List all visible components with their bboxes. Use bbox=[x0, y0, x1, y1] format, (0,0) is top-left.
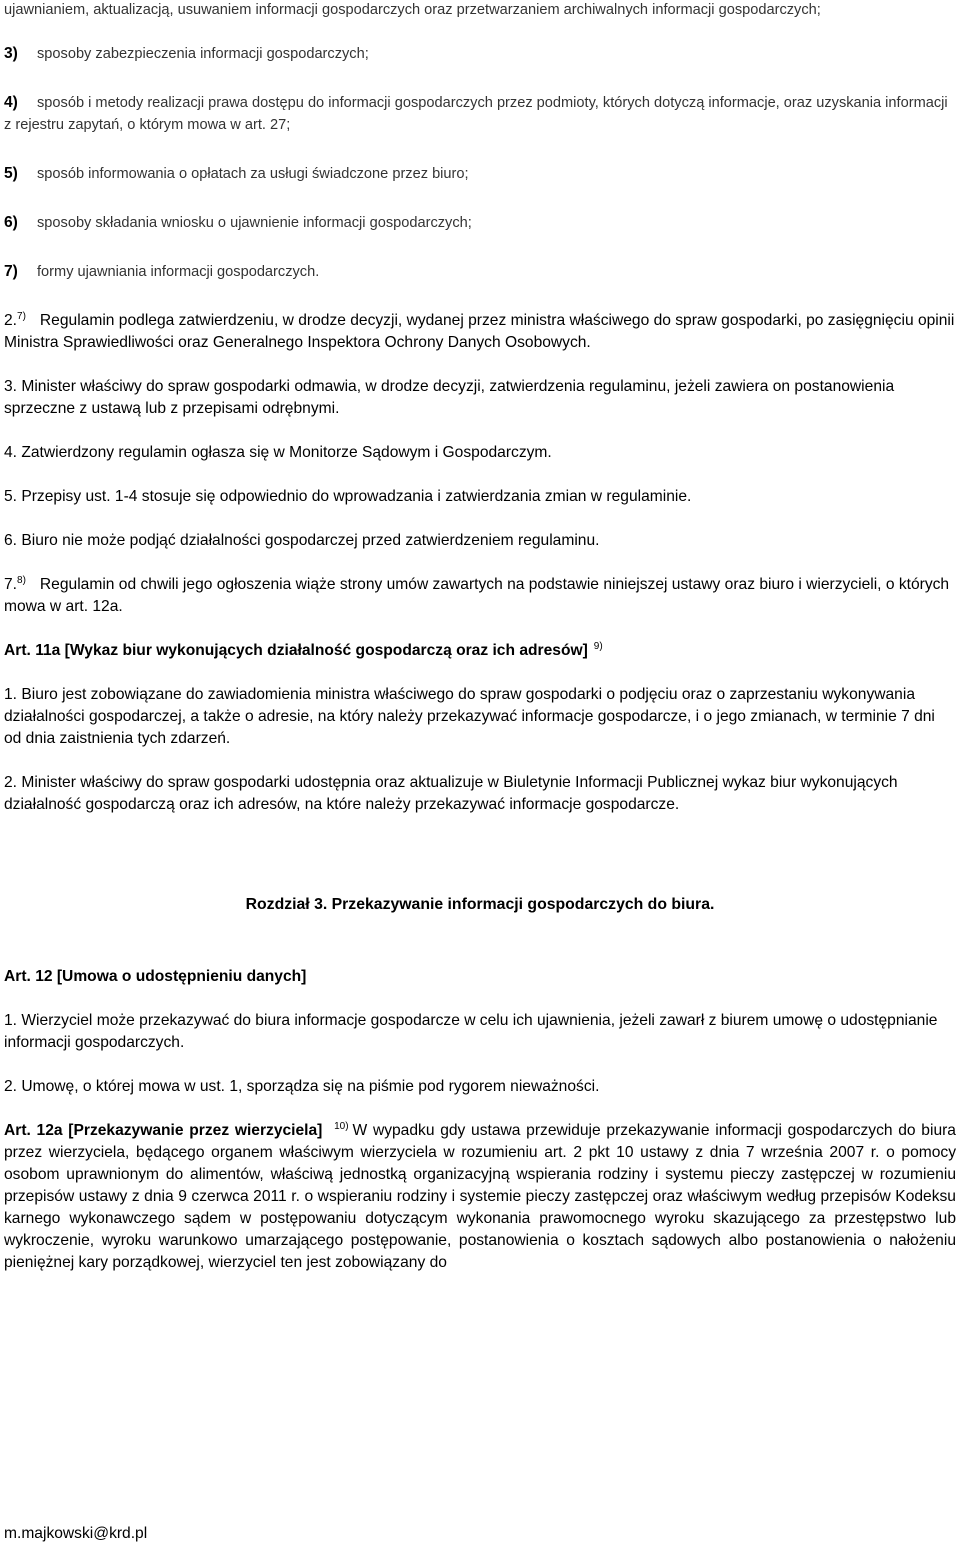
list-item-text: sposób i metody realizacji prawa dostępu do informacji gospodarczych przez podmioty, których dotyczą informacje, oraz uzyskania informacji z rejestru zapytań, o którym mowa w art. 27; bbox=[4, 95, 948, 133]
list-item-continuation: ujawnianiem, aktualizacją, usuwaniem informacji gospodarczych oraz przetwarzaniem archiwalnych informacji gospodarczych; bbox=[4, 2, 821, 18]
list-item-text: sposoby zabezpieczenia informacji gospodarczych; bbox=[37, 46, 369, 62]
paragraph-4: 4. Zatwierdzony regulamin ogłasza się w Monitorze Sądowym i Gospodarczym. bbox=[4, 444, 552, 461]
list-item-number: 5) bbox=[4, 165, 18, 182]
list-item-text: formy ujawniania informacji gospodarczych. bbox=[37, 264, 320, 280]
footer-email: m.majkowski@krd.pl bbox=[4, 1525, 148, 1542]
article-11a-paragraph-1: 1. Biuro jest zobowiązane do zawiadomienia ministra właściwego do spraw gospodarki o podjęciu oraz o zaprzestaniu wykonywania działalności gospodarczej, a także o adresie, na który należy przekazywać informacje gospodarcze, i o jego zmianach, w terminie 7 dni od dnia zaistnienia tych zdarzeń. bbox=[4, 686, 935, 747]
list-item-text: sposoby składania wniosku o ujawnienie informacji gospodarczych; bbox=[37, 215, 472, 231]
paragraph-6: 6. Biuro nie może podjąć działalności gospodarczej przed zatwierdzeniem regulaminu. bbox=[4, 532, 600, 549]
footnote-ref: 10) bbox=[334, 1121, 349, 1132]
footnote-ref: 9) bbox=[593, 641, 603, 652]
list-item-number: 4) bbox=[4, 94, 18, 111]
article-11a-paragraph-2: 2. Minister właściwy do spraw gospodarki udostępnia oraz aktualizuje w Biuletynie Informacji Publicznej wykaz biur wykonujących działalność gospodarczą oraz ich adresów, na które należy przekazywać informacje gospodarcze. bbox=[4, 774, 898, 813]
article-12a-heading: Art. 12a [Przekazywanie przez wierzyciela] bbox=[4, 1122, 323, 1139]
article-12-paragraph-2: 2. Umowę, o której mowa w ust. 1, sporządza się na piśmie pod rygorem nieważności. bbox=[4, 1078, 600, 1095]
list-item-7 bbox=[4, 261, 956, 283]
list-item-6 bbox=[4, 212, 956, 234]
article-12a-text: W wypadku gdy ustawa przewiduje przekazywanie informacji gospodarczych do biura przez wierzyciela, będącego organem właściwym wierzyciela w rozumieniu art. 2 pkt 10 ustawy z dnia 7 września 2007 r. o pomocy osobom uprawnionym do alimentów, właściwą jednostką organizacyjną wspierania rodziny i systemu pieczy zastępczej w rozumieniu przepisów ustawy z dnia 9 czerwca 2011 r. o wspieraniu rodziny i systemie pieczy zastępczej oraz właściwym według przepisów Kodeksu karnego wykonawczego sądem w postępowaniu dotyczącym wykonania prawomocnego wyroku skazującego za przestępstwo lub wykroczenie, wyroku warunkowo umarzającego postępowanie, postanowienia o kosztach sądowych albo postanowienia o nałożeniu pieniężnej kary porządkowej, wierzyciel ten jest zobowiązany do bbox=[4, 1122, 956, 1271]
list-item-3 bbox=[4, 43, 956, 65]
list-item-5 bbox=[4, 163, 956, 185]
list-item-number: 7) bbox=[4, 263, 18, 280]
list-item-number: 6) bbox=[4, 214, 18, 231]
article-12-heading: Art. 12 [Umowa o udostępnieniu danych] bbox=[4, 968, 307, 985]
footnote-ref: 7) bbox=[17, 311, 26, 322]
list-item-text: sposób informowania o opłatach za usługi świadczone przez biuro; bbox=[37, 166, 469, 182]
paragraph-5: 5. Przepisy ust. 1-4 stosuje się odpowiednio do wprowadzania i zatwierdzania zmian w regulaminie. bbox=[4, 488, 692, 505]
article-11a-heading: Art. 11a [Wykaz biur wykonujących działalność gospodarczą oraz ich adresów] $^{9)}$ bbox=[4, 641, 603, 659]
article-12a bbox=[4, 1120, 956, 1274]
list-item-number: 3) bbox=[4, 45, 18, 62]
paragraph-3: 3. Minister właściwy do spraw gospodarki odmawia, w drodze decyzji, zatwierdzenia regulaminu, jeżeli zawiera on postanowienia sprzeczne z ustawą lub z przepisami odrębnymi. bbox=[4, 378, 895, 417]
list-item-4 bbox=[4, 92, 956, 136]
article-12-paragraph-1: 1. Wierzyciel może przekazywać do biura informacje gospodarcze w celu ich ujawnienia, jeżeli zawarł z biurem umowę o udostępnianie informacji gospodarczych. bbox=[4, 1012, 938, 1051]
paragraph-7: 7.$^{8)}$ Regulamin od chwili jego ogłoszenia wiąże strony umów zawartych na podstawie niniejszej ustawy oraz biuro i wierzycieli, o których mowa w art. 12a. bbox=[4, 575, 950, 615]
document-page bbox=[4, 0, 956, 1274]
footnote-ref: 8) bbox=[17, 575, 26, 586]
chapter-title: Rozdział 3. Przekazywanie informacji gospodarczych do biura. bbox=[245, 896, 715, 913]
paragraph-2: 2.$^{7)}$ Regulamin podlega zatwierdzeniu, w drodze decyzji, wydanej przez ministra właściwego do spraw gospodarki, po zasięgnięciu opinii Ministra Sprawiedliwości oraz Generalnego Inspektora Ochrony Danych Osobowych. bbox=[4, 311, 955, 351]
